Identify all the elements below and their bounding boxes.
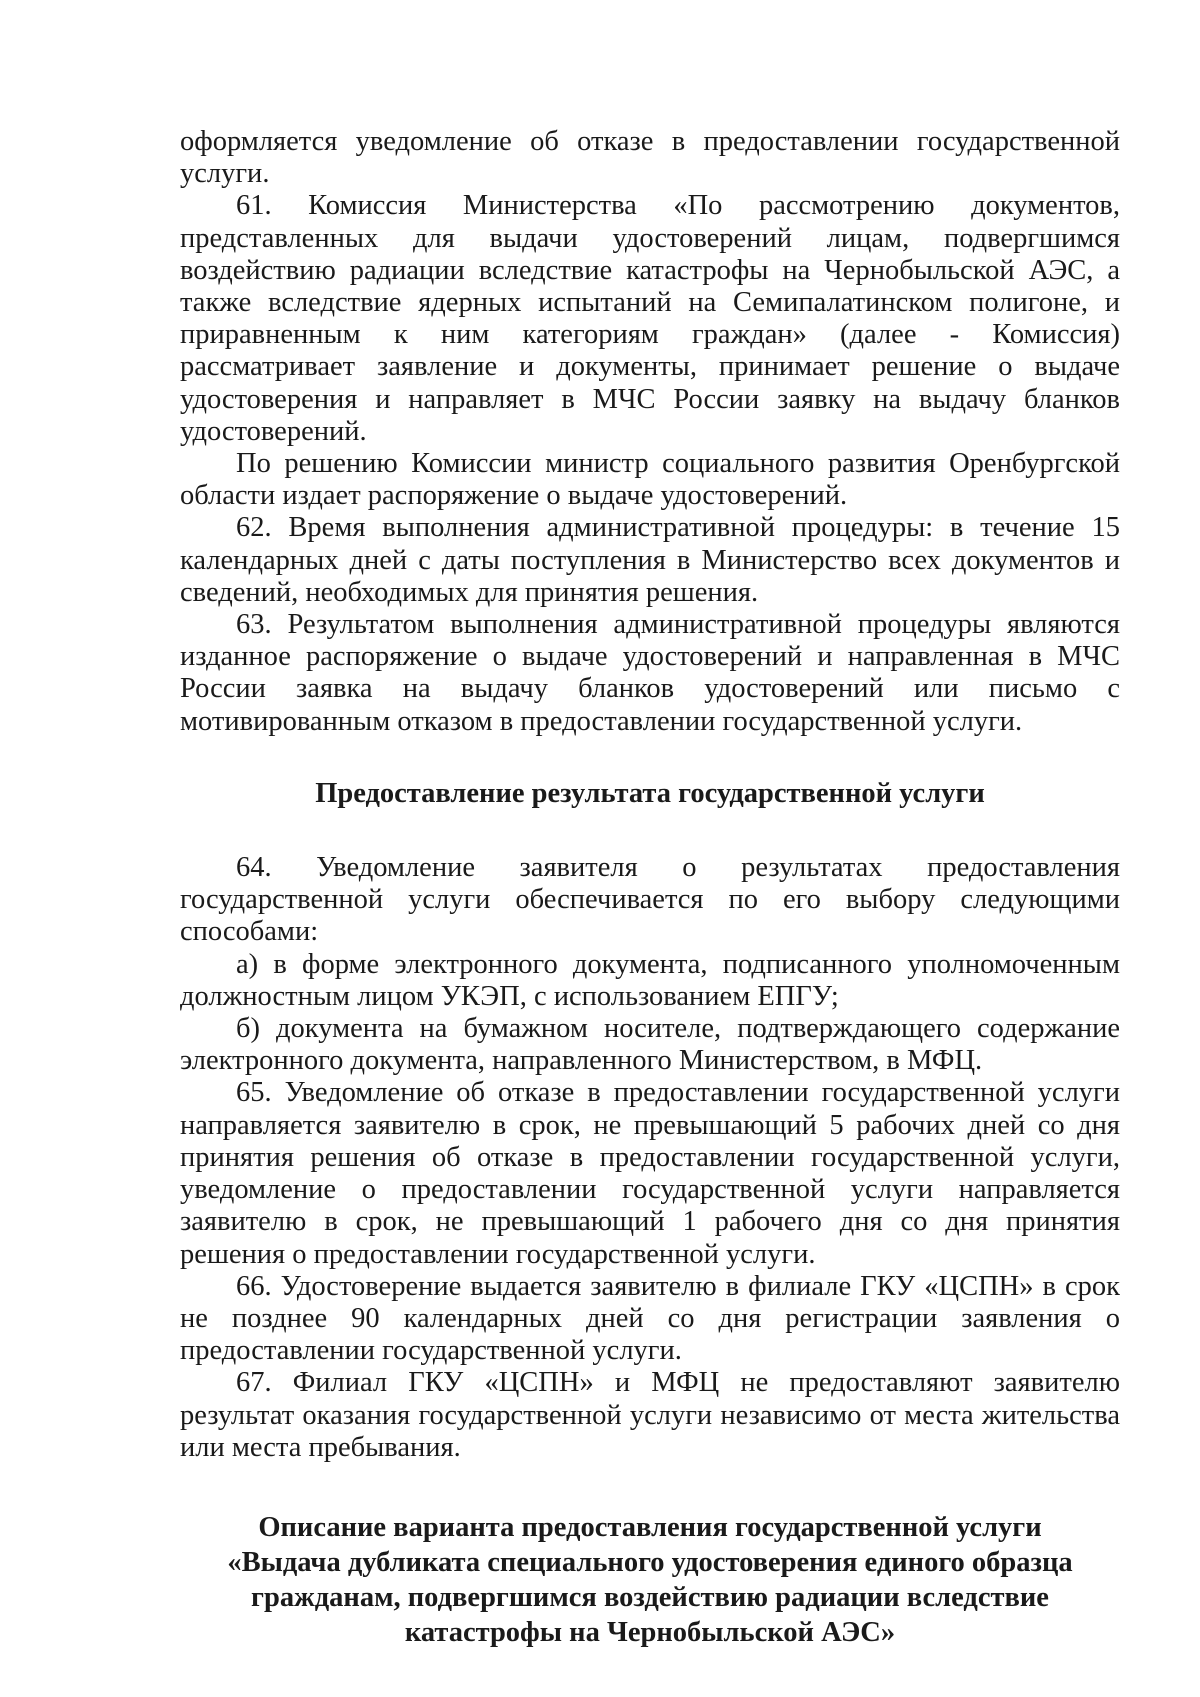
final-heading-line: гражданам, подвергшимся воздействию радиации вследствие xyxy=(251,1581,1049,1613)
paragraph-61: 61. Комиссия Министерства «По рассмотрению документов, представленных для выдачи удостоверений лицам, подвергшимся воздействию радиации вследствие катастрофы на Чернобыльской АЭС, а также вследствие ядерных испытаний на Семипалатинском полигоне, и приравненным к ним категориям граждан» (далее - Комиссия) рассматривает заявление и документы, принимает решение о выдаче удостоверения и направляет в МЧС России заявку на выдачу бланков удостоверений. xyxy=(180,190,1120,447)
final-heading-line: «Выдача дубликата специального удостоверения единого образца xyxy=(227,1546,1073,1578)
paragraph-64-b: б) документа на бумажном носителе, подтверждающего содержание электронного документа, направленного Министерством, в МФЦ. xyxy=(180,1013,1120,1077)
paragraph-continuation: оформляется уведомление об отказе в предоставлении государственной услуги. xyxy=(180,126,1120,190)
section-heading: Предоставление результата государственной услуги xyxy=(315,777,985,809)
paragraph-63: 63. Результатом выполнения административной процедуры являются изданное распоряжение о выдаче удостоверений и направленная в МЧС России заявка на выдачу бланков удостоверений или письмо с мотивированным отказом в предоставлении государственной услуги. xyxy=(180,609,1120,737)
final-heading-line: Описание варианта предоставления государственной услуги xyxy=(258,1511,1042,1543)
final-heading xyxy=(180,1510,1120,1650)
paragraph-66: 66. Удостоверение выдается заявителю в филиале ГКУ «ЦСПН» в срок не позднее 90 календарных дней со дня регистрации заявления о предоставлении государственной услуги. xyxy=(180,1270,1120,1367)
paragraph-61-decision: По решению Комиссии министр социального развития Оренбургской области издает распоряжение о выдаче удостоверений. xyxy=(180,448,1120,512)
final-heading-line: катастрофы на Чернобыльской АЭС» xyxy=(404,1616,896,1648)
paragraph-64: 64. Уведомление заявителя о результатах предоставления государственной услуги обеспечивается по его выбору следующими способами: xyxy=(180,852,1120,948)
paragraph-64-a: а) в форме электронного документа, подписанного уполномоченным должностным лицом УКЭП, с использованием ЕПГУ; xyxy=(180,948,1120,1012)
paragraph-67: 67. Филиал ГКУ «ЦСПН» и МФЦ не предоставляют заявителю результат оказания государственной услуги независимо от места жительства или места пребывания. xyxy=(180,1367,1120,1463)
paragraph-65: 65. Уведомление об отказе в предоставлении государственной услуги направляется заявителю в срок, не превышающий 5 рабочих дней со дня принятия решения об отказе в предоставлении государственной услуги, уведомление о предоставлении государственной услуги направляется заявителю в срок, не превышающий 1 рабочего дня со дня принятия решения о предоставлении государственной услуги. xyxy=(180,1077,1120,1270)
paragraph-62: 62. Время выполнения административной процедуры: в течение 15 календарных дней с даты поступления в Министерство всех документов и сведений, необходимых для принятия решения. xyxy=(180,512,1120,608)
document-page xyxy=(180,126,1120,1650)
